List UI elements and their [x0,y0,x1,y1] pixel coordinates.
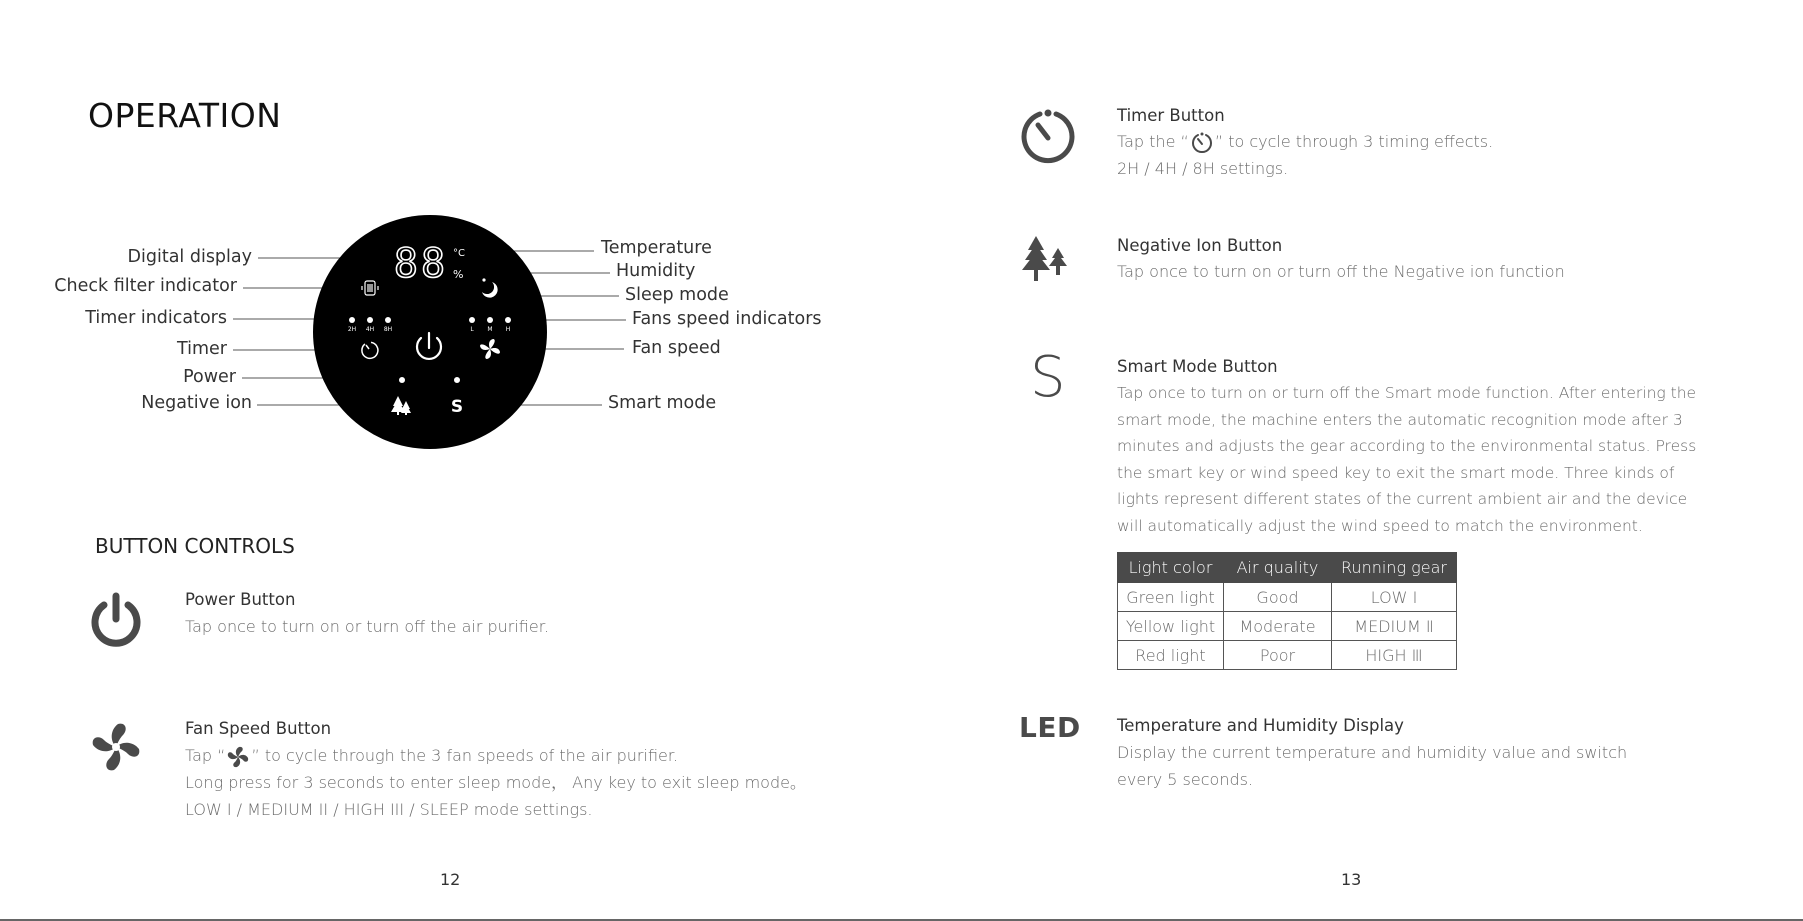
callout-humidity: Humidity [616,261,696,281]
fan-button-title: Fan Speed Button [185,719,332,738]
fan-icon [86,719,146,775]
percent-symbol: % [453,268,464,281]
smart-desc-line: will automatically adjust the wind speed to match the environment. [1117,516,1643,535]
power-button-title: Power Button [185,590,296,609]
timer-button-line1 [1117,129,1493,156]
timer-button-title: Timer Button [1117,106,1225,125]
ion-button-text: Tap once to turn on or turn off the Negative ion function [1117,262,1565,281]
timer-label-8h: 8H [383,326,393,333]
callout-negative-ion: Negative ion [141,393,252,413]
timer-icon [1018,105,1078,165]
fan-label-low: L [470,326,474,333]
panel-smart-icon[interactable]: S [450,397,464,417]
fan-line1-post: ” to cycle through the 3 fan speeds of the air purifier. [251,746,679,765]
timer-label-4h: 4H [365,326,375,333]
fan-button-line2: Long press for 3 seconds to enter sleep mode， Any key to exit sleep mode。 [185,773,806,792]
digital-display: 88 [393,241,449,287]
smart-desc-line: the smart key or wind speed key to exit the smart mode. Three kinds of [1117,463,1675,482]
callout-fan-speed: Fan speed [632,338,721,358]
fan-label-medium: M [487,326,493,333]
smart-desc-line: lights represent different states of the current ambient air and the device [1117,490,1688,508]
celsius-symbol: °C [453,248,465,259]
table-row [1118,641,1457,670]
smart-desc-line: Tap once to turn on or turn off the Smart mode function. After entering the [1117,384,1697,402]
display-line2: every 5 seconds. [1117,770,1254,789]
inline-fan-icon [225,745,251,769]
callout-timer: Timer [176,339,227,359]
fan-label-high: H [505,326,511,333]
table-row [1118,612,1457,641]
timer-button-line2: 2H / 4H / 8H settings. [1117,159,1289,178]
callout-sleep-mode: Sleep mode [625,285,729,305]
table-header-row [1118,553,1457,583]
timer-line1-pre: Tap the “ [1117,132,1189,151]
power-icon [88,592,144,648]
table-cell: Yellow light [1118,612,1224,641]
ion-button-title: Negative Ion Button [1117,236,1283,255]
table-cell: HIGH Ⅲ [1332,641,1457,670]
table-cell: Red light [1118,641,1224,670]
fan-button-line3: LOW I / MEDIUM II / HIGH III / SLEEP mode settings. [185,800,593,819]
table-cell: Poor [1224,641,1332,670]
table-cell: MEDIUM Ⅱ [1332,612,1457,641]
fan-button-line1 [185,743,678,770]
page-title: OPERATION [88,96,282,135]
table-header: Air quality [1224,553,1332,583]
callout-check-filter-indicator: Check filter indicator [54,276,237,296]
smart-desc-line: smart mode, the machine enters the automatic recognition mode after 3 [1117,410,1683,429]
callout-timer-indicators: Timer indicators [85,308,227,328]
table-cell: Green light [1118,583,1224,612]
callout-temperature: Temperature [601,238,712,258]
callout-digital-display: Digital display [127,247,252,267]
led-icon: LED [1019,711,1081,744]
callout-fans-speed-indicators: Fans speed indicators [632,309,822,329]
page-number-left: 12 [440,870,461,889]
right-page [900,0,1803,921]
smart-s-icon: S [1030,345,1066,410]
air-quality-table [1117,552,1457,670]
ion-dot [399,377,405,383]
timer-line1-post: ” to cycle through 3 timing effects. [1214,132,1494,151]
inline-timer-icon [1189,130,1215,156]
tree-icon [1020,234,1076,284]
callout-smart-mode: Smart mode [608,393,717,413]
power-button-text: Tap once to turn on or turn off the air purifier. [185,617,549,636]
callout-power: Power [183,367,236,387]
section-title-button-controls: BUTTON CONTROLS [95,534,295,558]
table-cell: LOW Ⅰ [1332,583,1457,612]
timer-label-2h: 2H [347,326,357,333]
left-page [0,0,900,921]
table-header: Running gear [1332,553,1457,583]
smart-desc-line: minutes and adjusts the gear according to the environmental status. Press [1117,437,1697,455]
table-row [1118,583,1457,612]
table-cell: Moderate [1224,612,1332,641]
table-cell: Good [1224,583,1332,612]
fan-line1-pre: Tap “ [185,746,226,765]
display-line1: Display the current temperature and humidity value and switch [1117,743,1628,762]
display-title: Temperature and Humidity Display [1117,716,1404,735]
smart-dot [454,377,460,383]
smart-button-description [1117,380,1726,539]
table-header: Light color [1118,553,1224,583]
page-number-right: 13 [1341,870,1362,889]
smart-button-title: Smart Mode Button [1117,357,1278,376]
control-panel-diagram [0,200,900,470]
